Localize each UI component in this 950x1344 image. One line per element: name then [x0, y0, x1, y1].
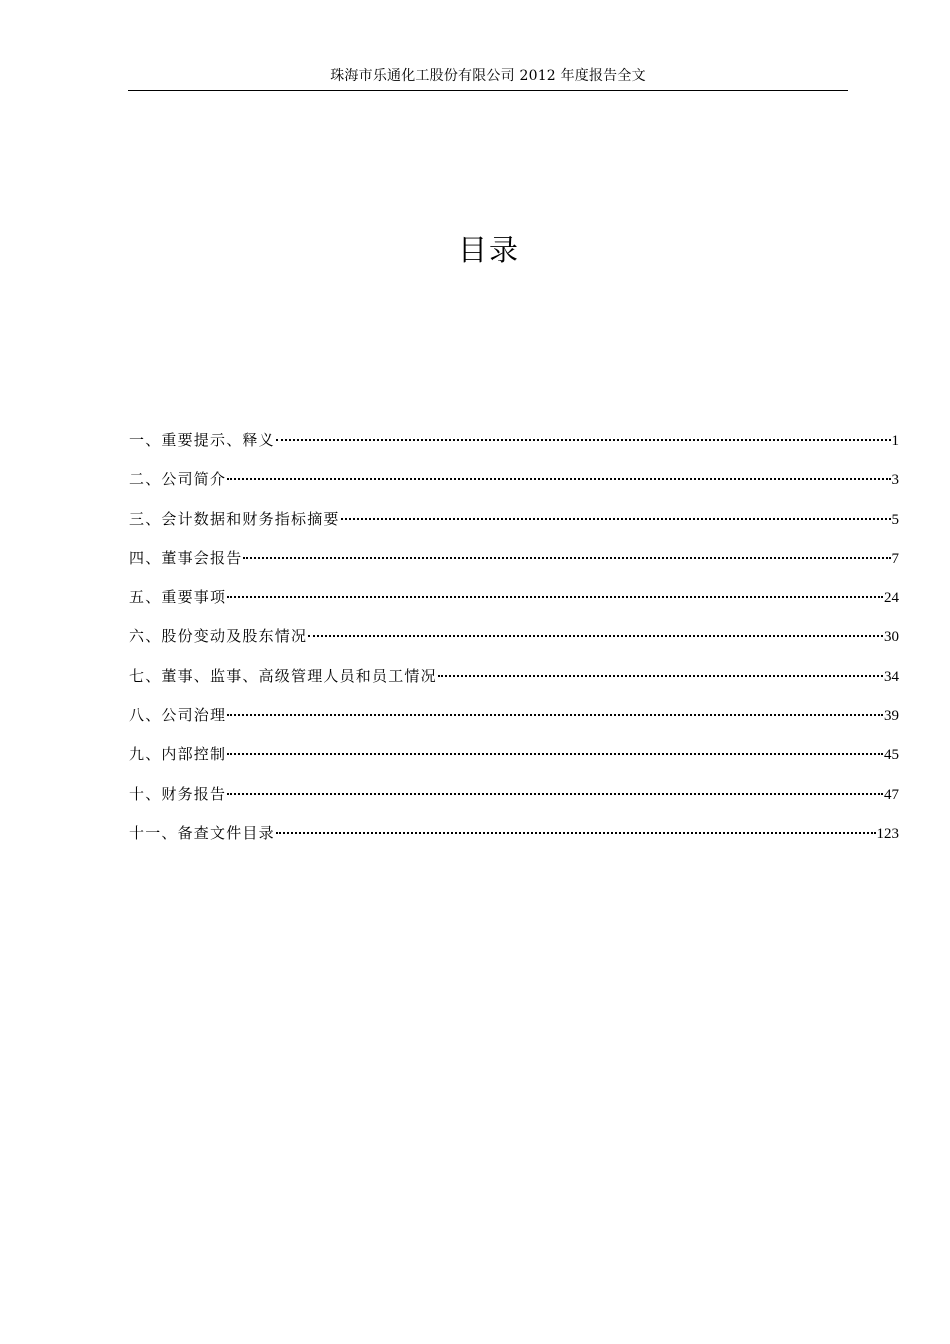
toc-entry-financial-report[interactable]: [129, 784, 899, 823]
toc-entry-label: 三、会计数据和财务指标摘要: [129, 509, 340, 528]
dot-leader: [227, 596, 883, 598]
dot-leader: [276, 832, 876, 834]
toc-entry-label: 二、公司简介: [129, 470, 227, 489]
toc-entry-page-number: 1: [891, 433, 899, 449]
dot-leader: [227, 793, 883, 795]
toc-entry-company-profile[interactable]: [129, 469, 899, 508]
toc-entry-share-changes[interactable]: [129, 626, 899, 665]
dot-leader: [438, 675, 883, 677]
toc-entry-page-number: 30: [884, 629, 899, 646]
dot-leader: [308, 635, 883, 637]
toc-entry-page-number: 123: [876, 825, 899, 842]
toc-entry-label: 十一、备查文件目录: [129, 823, 275, 842]
toc-entry-label: 九、内部控制: [129, 745, 227, 764]
dot-leader: [341, 518, 891, 520]
toc-entry-label: 八、公司治理: [129, 706, 227, 725]
toc-entry-label: 五、重要事项: [129, 588, 227, 607]
toc-entry-page-number: 34: [884, 668, 899, 685]
dot-leader: [227, 478, 890, 480]
toc-entry-page-number: 5: [891, 511, 899, 528]
toc-entry-financial-summary[interactable]: [129, 509, 899, 548]
header-text: 珠海市乐通化工股份有限公司 2012 年度报告全文: [330, 68, 646, 84]
toc-entry-page-number: 24: [884, 590, 899, 607]
toc-entry-directors-staff[interactable]: [129, 666, 899, 705]
dot-leader: [227, 753, 883, 755]
toc-entry-page-number: 47: [884, 786, 899, 803]
toc-entry-internal-control[interactable]: [129, 744, 899, 783]
toc-entry-label: 一、重要提示、释义: [129, 431, 275, 449]
toc-entry-label: 七、董事、监事、高级管理人员和员工情况: [129, 666, 437, 685]
toc-entry-page-number: 39: [884, 708, 899, 725]
toc-entry-page-number: 45: [884, 747, 899, 764]
page-header: [128, 64, 848, 91]
toc-entry-label: 六、股份变动及股东情况: [129, 627, 308, 646]
toc-entry-reference-documents[interactable]: [129, 823, 899, 862]
dot-leader: [243, 557, 890, 559]
table-of-contents: [129, 430, 899, 862]
toc-entry-page-number: 3: [891, 472, 899, 489]
toc-title: 目录: [457, 233, 520, 267]
dot-leader: [276, 439, 891, 441]
toc-entry-label: 十、财务报告: [129, 784, 227, 803]
dot-leader: [227, 714, 883, 716]
toc-entry-important-notes[interactable]: [129, 430, 899, 469]
toc-entry-page-number: 7: [891, 550, 899, 567]
toc-entry-corporate-governance[interactable]: [129, 705, 899, 744]
toc-entry-board-report[interactable]: [129, 548, 899, 587]
toc-entry-significant-matters[interactable]: [129, 587, 899, 626]
toc-entry-label: 四、董事会报告: [129, 548, 243, 567]
